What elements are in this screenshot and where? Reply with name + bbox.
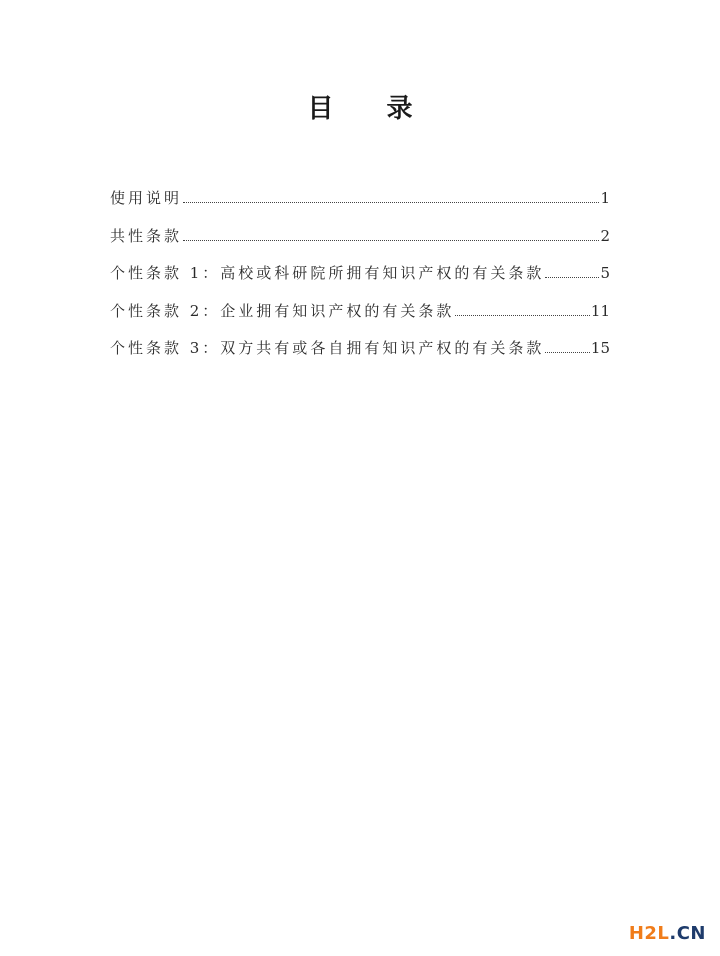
toc-dot-leader bbox=[183, 240, 599, 241]
toc-entry-common-terms[interactable] bbox=[110, 225, 610, 263]
watermark-part-b: .CN bbox=[669, 923, 706, 944]
toc-dot-leader bbox=[545, 277, 599, 278]
toc-dot-leader bbox=[183, 202, 599, 203]
toc-dot-leader bbox=[455, 315, 590, 316]
toc-entry-specific-terms-3[interactable] bbox=[110, 337, 610, 375]
toc-page-number: 15 bbox=[590, 339, 610, 357]
toc-entry-text: 个性条款 3：双方共有或各自拥有知识产权的有关条款 bbox=[110, 339, 545, 357]
toc-entry-text: 个性条款 2：企业拥有知识产权的有关条款 bbox=[110, 301, 455, 320]
toc-page-number: 2 bbox=[600, 226, 610, 245]
site-watermark-logo bbox=[629, 923, 706, 944]
toc-entry-specific-terms-1[interactable] bbox=[110, 262, 610, 300]
watermark-part-a: H2L bbox=[628, 923, 670, 944]
toc-entry-text: 个性条款 1：高校或科研院所拥有知识产权的有关条款 bbox=[110, 264, 545, 282]
toc-dot-leader bbox=[545, 352, 590, 353]
toc-entry-text: 共性条款 bbox=[110, 226, 183, 245]
toc-entry-usage[interactable] bbox=[110, 187, 610, 225]
toc-entry-text: 使用说明 bbox=[110, 189, 183, 207]
toc-page-number: 1 bbox=[600, 189, 610, 207]
page-title: 目 录 bbox=[307, 94, 435, 124]
toc-page-number: 5 bbox=[600, 264, 610, 282]
toc-entry-specific-terms-2[interactable] bbox=[110, 300, 610, 338]
table-of-contents bbox=[110, 187, 610, 375]
toc-page-number: 11 bbox=[590, 301, 610, 320]
